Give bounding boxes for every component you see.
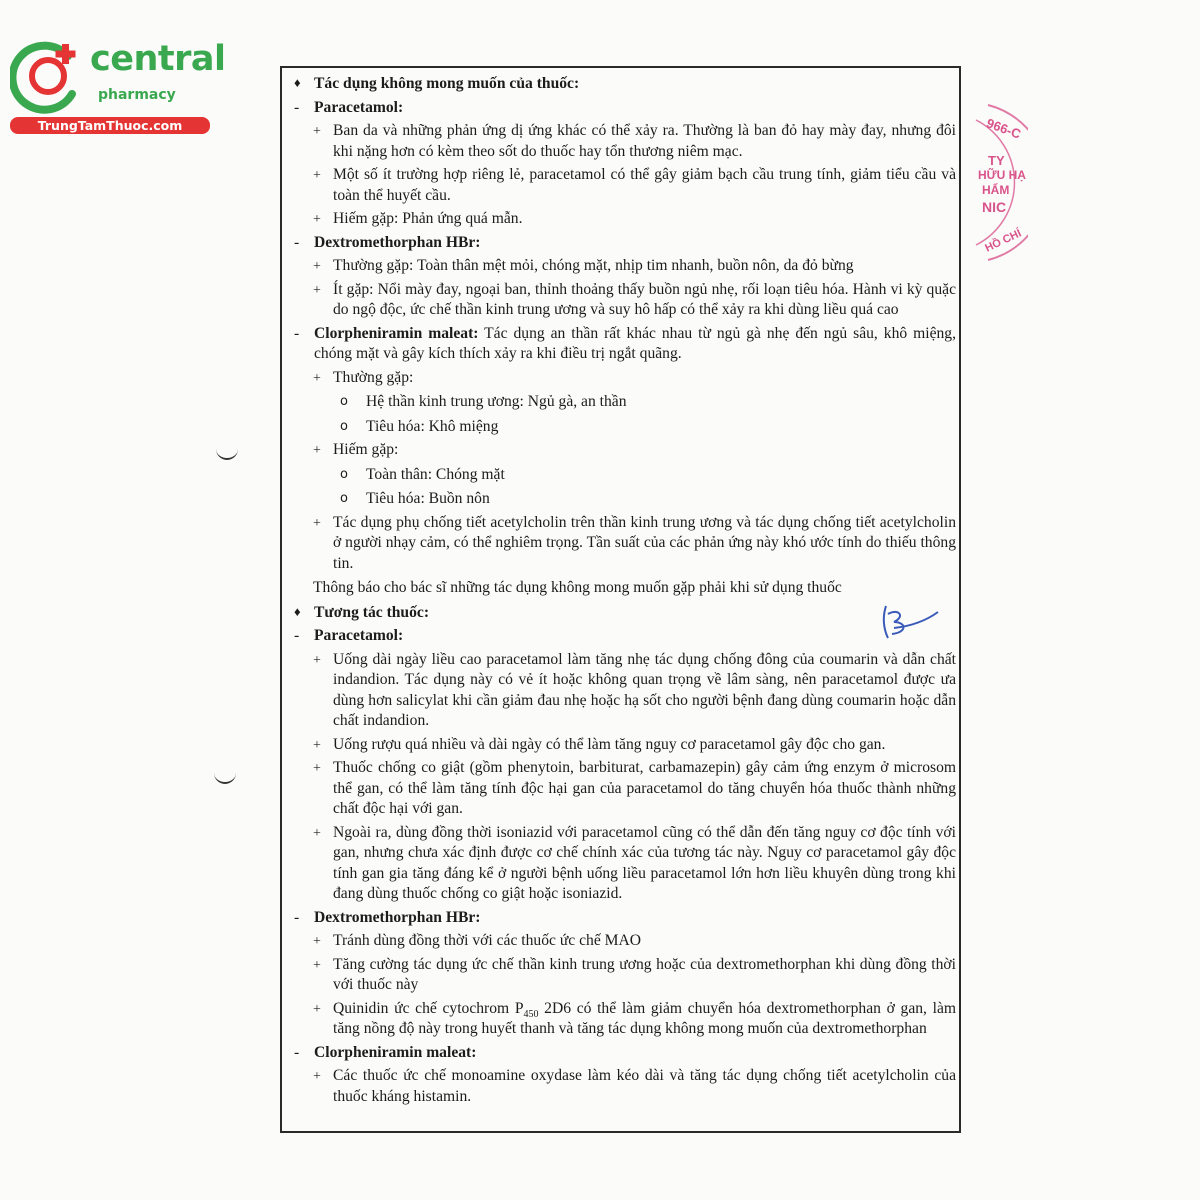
subheading-dextromethorphan: - Dextromethorphan HBr:: [294, 908, 481, 926]
section-heading-interactions: ♦ Tương tác thuốc:: [294, 603, 430, 621]
list-item: + Uống dài ngày liều cao paracetamol làm tăng nhẹ tác dụng chống đông của coumarin và dẫn chất indandion. Tác dụng này có vẻ ít hoặc không quan trọng về lâm sàng, nên paracetamol được ưa dùng hơn salicylat khi cần giảm đau nhẹ hoặc hạ sốt cho người bệnh đang dùng coumarin hoặc dẫn chất indandion.: [313, 650, 956, 729]
list-item: + Quinidin ức chế cytochrom $P_{450}$ 2D6 có thể làm giảm chuyển hóa dextromethorphan ở gan, làm tăng nồng độ này trong huyết thanh và tăng tác dụng không mong muốn của dextromethorphan: [313, 999, 956, 1037]
list-item: + Thường gặp:: [313, 368, 414, 386]
list-item: + Các thuốc ức chế monoamine oxydase làm kéo dài và tăng tác dụng chống tiết acetylcholin của thuốc kháng histamin.: [313, 1067, 956, 1105]
sub-list-item: o Toàn thân: Chóng mặt: [340, 465, 505, 483]
document-content: [290, 70, 956, 1107]
logo-website[interactable]: TrungTamThuoc.com: [10, 117, 210, 134]
punch-hole: [216, 446, 238, 460]
doctor-notice: Thông báo cho bác sĩ những tác dụng không mong muốn gặp phải khi sử dụng thuốc: [313, 579, 842, 596]
subheading-clorpheniramin: - Clorpheniramin maleat: Tác dụng an thần rất khác nhau từ ngủ gà nhẹ đến ngủ sâu, khô miệng, chóng mặt và gây kích thích xảy ra khi điều trị ngắt quãng.: [294, 324, 956, 362]
company-stamp: 966-C TY HỮU HẠ HẨM NIC HỒ CHÍ: [968, 95, 1028, 275]
punch-hole: [214, 770, 236, 784]
subheading-paracetamol: - Paracetamol:: [294, 98, 404, 116]
logo-wordmark: central: [90, 39, 226, 79]
list-item: + Ngoài ra, dùng đồng thời isoniazid với paracetamol cũng có thể dẫn đến tăng nguy cơ độc tính với gan, nhưng chưa xác định được cơ chế chính xác của tương tác này. Nguy cơ paracetamol gây độc tính gan gia tăng đáng kể ở người bệnh uống liều paracetamol lớn hơn liều khuyên dùng trong khi đang dùng thuốc chống co giật hoặc isoniazid.: [313, 823, 956, 902]
list-item: + Ban da và những phản ứng dị ứng khác có thể xảy ra. Thường là ban đỏ hay mày đay, nhưng đôi khi nặng hơn có kèm theo sốt do thuốc hay tổn thương niêm mạc.: [313, 122, 956, 160]
section-heading-side-effects: ♦ Tác dụng không mong muốn của thuốc:: [294, 75, 580, 92]
list-item: + Tăng cường tác dụng ức chế thần kinh trung ương hoặc của dextromethorphan khi dùng đồng thời với thuốc này: [313, 955, 956, 993]
list-item: + Hiếm gặp: Phản ứng quá mẫn.: [313, 210, 523, 227]
subheading-dextromethorphan: - Dextromethorphan HBr:: [294, 233, 481, 251]
logo-mark-icon: [10, 38, 90, 116]
sub-list-item: o Hệ thần kinh trung ương: Ngủ gà, an thần: [340, 393, 627, 410]
sub-list-item: o Tiêu hóa: Buồn nôn: [340, 490, 490, 507]
list-item: + Uống rượu quá nhiều và dài ngày có thể làm tăng nguy cơ paracetamol gây độc cho gan.: [313, 735, 886, 753]
subheading-clorpheniramin: - Clorpheniramin maleat:: [294, 1043, 477, 1061]
subheading-paracetamol: - Paracetamol:: [294, 627, 404, 644]
central-pharmacy-logo: [10, 38, 226, 138]
list-item: + Tác dụng phụ chống tiết acetylcholin trên thần kinh trung ương và tác dụng chống tiết acetylcholin ở người nhạy cảm, có thể nghiêm trọng. Tần suất của các phản ứng này khó ước tính do thiếu thông tin.: [313, 513, 956, 572]
sub-list-item: o Tiêu hóa: Khô miệng: [340, 417, 499, 435]
list-item: + Thường gặp: Toàn thân mệt mỏi, chóng mặt, nhịp tim nhanh, buồn nôn, da đỏ bừng: [313, 257, 854, 274]
logo-subtitle: pharmacy: [98, 87, 176, 103]
list-item: + Ít gặp: Nổi mày đay, ngoại ban, thỉnh thoảng thấy buồn ngủ nhẹ, rối loạn tiêu hóa. Hành vi kỳ quặc do ngộ độc, ức chế thần kinh trung ương và suy hô hấp có thể xảy ra khi dùng liều quá cao: [313, 280, 956, 318]
list-item: + Một số ít trường hợp riêng lẻ, paracetamol có thể gây giảm bạch cầu trung tính, giảm tiểu cầu và toàn thể huyết cầu.: [313, 166, 956, 204]
list-item: + Tránh dùng đồng thời với các thuốc ức chế MAO: [313, 932, 642, 949]
list-item: + Hiếm gặp:: [313, 441, 399, 458]
list-item: + Thuốc chống co giật (gồm phenytoin, barbiturat, carbamazepin) gây cảm ứng enzym ở microsom thể gan, có thể làm tăng tính độc hại gan của paracetamol do tăng chuyển hóa thuốc thành những chất độc hại với gan.: [313, 759, 956, 817]
